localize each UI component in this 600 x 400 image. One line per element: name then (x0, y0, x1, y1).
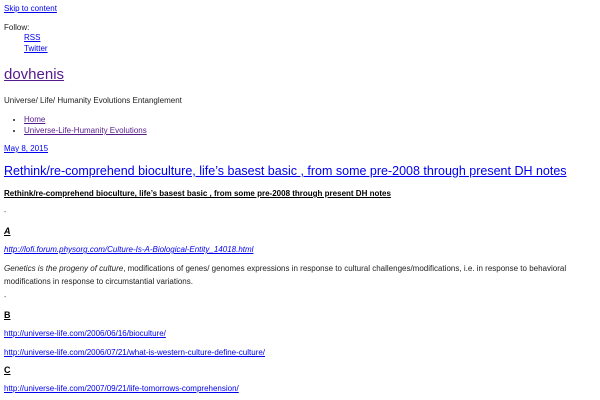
genetics-paragraph (4, 262, 594, 288)
follow-list (24, 33, 48, 53)
rss-link[interactable]: RSS (24, 33, 41, 42)
skip-to-content-link[interactable]: Skip to content (4, 4, 57, 13)
life-tomorrows-link[interactable]: http://universe-life.com/2007/09/21/life-tomorrows-comprehension/ (4, 384, 239, 393)
post-title-link[interactable]: Rethink/re-comprehend bioculture, life’s basest basic , from some pre-2008 through present DH notes (4, 164, 567, 178)
post-subtitle: Rethink/re-comprehend bioculture, life’s basest basic , from some pre-2008 through present DH notes (4, 189, 391, 198)
nav-item-evolutions (24, 126, 147, 135)
nav-link-evolutions[interactable]: Universe-Life-Humanity Evolutions (24, 126, 147, 135)
genetics-emphasis: Genetics is the progeny of culture (4, 264, 124, 273)
site-title-link[interactable]: dovhenis (4, 66, 65, 83)
section-heading-c: C (4, 365, 11, 375)
section-heading-b: B (4, 310, 11, 320)
section-heading-a: A (4, 226, 11, 236)
nav-item-home (24, 115, 147, 124)
post-date-link[interactable]: May 8, 2015 (4, 144, 49, 153)
western-culture-link[interactable]: http://universe-life.com/2006/07/21/what-is-western-culture-define-culture/ (4, 348, 266, 357)
twitter-link[interactable]: Twitter (24, 44, 48, 53)
site-description: Universe/ Life/ Humanity Evolutions Entanglement (4, 96, 182, 105)
bioculture-link[interactable]: http://universe-life.com/2006/06/16/bioculture/ (4, 329, 166, 338)
main-navigation (4, 115, 147, 137)
separator-dash-2: - (4, 294, 7, 301)
nav-link-home[interactable]: Home (24, 115, 46, 124)
genetics-text: , modifications of genes/ genomes expressions in response to cultural challenges/modifications, i.e. in response to behavioral modifications in response to circumstantial variations. (4, 264, 567, 286)
follow-label: Follow: (4, 23, 30, 32)
separator-dash: - (4, 209, 7, 216)
follow-item-twitter (24, 44, 48, 53)
follow-item-rss (24, 33, 48, 42)
physorg-culture-link[interactable]: http://lofi.forum.physorg.com/Culture-Is-A-Biological-Entity_14018.html (4, 245, 254, 254)
